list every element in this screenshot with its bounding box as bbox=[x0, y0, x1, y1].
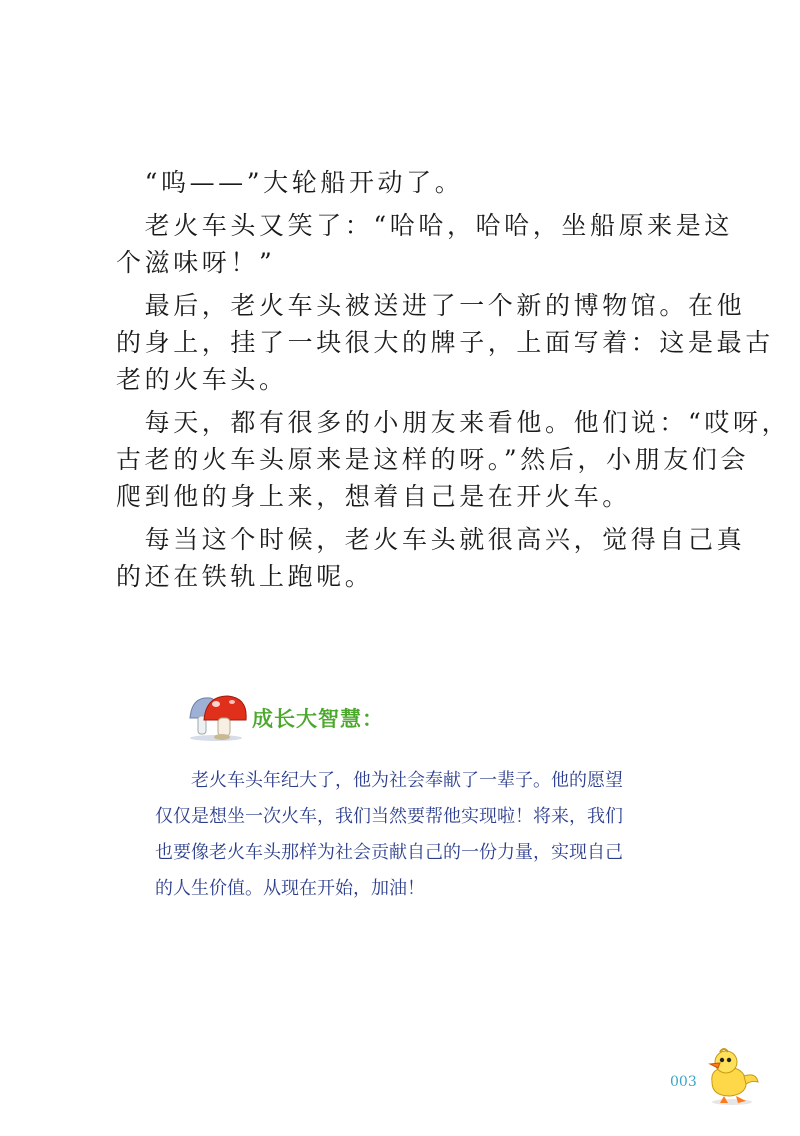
story-line: 古老的火车头原来是这样的呀。”然后，小朋友们会 bbox=[116, 445, 750, 474]
wisdom-line: 老火车头年纪大了，他为社会奉献了一辈子。他的愿望 bbox=[155, 770, 623, 791]
story-line: “呜——”大轮船开动了。 bbox=[116, 168, 464, 197]
story-text bbox=[116, 168, 791, 592]
duck-icon bbox=[698, 1046, 768, 1106]
wisdom-title: 成长大智慧： bbox=[252, 707, 384, 731]
wisdom-header bbox=[186, 690, 486, 742]
story-line: 最后，老火车头被送进了一个新的博物馆。在他 bbox=[116, 291, 746, 320]
story-line: 每当这个时候，老火车头就很高兴，觉得自己真 bbox=[116, 525, 746, 554]
story-line: 的身上，挂了一块很大的牌子，上面写着：这是最古 bbox=[116, 328, 774, 357]
wisdom-line: 也要像老火车头那样为社会贡献自己的一份力量，实现自己 bbox=[155, 842, 623, 863]
mushroom-icon bbox=[186, 690, 248, 742]
story-line: 老的火车头。 bbox=[116, 365, 288, 394]
wisdom-text bbox=[155, 768, 675, 912]
story-line: 爬到他的身上来，想着自己是在开火车。 bbox=[116, 482, 631, 511]
story-line: 个滋味呀！” bbox=[116, 248, 276, 277]
story-line: 的还在铁轨上跑呢。 bbox=[116, 562, 374, 591]
story-line: 每天，都有很多的小朋友来看他。他们说：“哎呀， bbox=[116, 408, 791, 437]
wisdom-line: 的人生价值。从现在开始，加油！ bbox=[155, 878, 425, 899]
wisdom-line: 仅仅是想坐一次火车，我们当然要帮他实现啦！将来，我们 bbox=[155, 806, 623, 827]
story-line: 老火车头又笑了：“哈哈，哈哈，坐船原来是这 bbox=[116, 211, 733, 240]
page-number: 003 bbox=[670, 1074, 697, 1090]
